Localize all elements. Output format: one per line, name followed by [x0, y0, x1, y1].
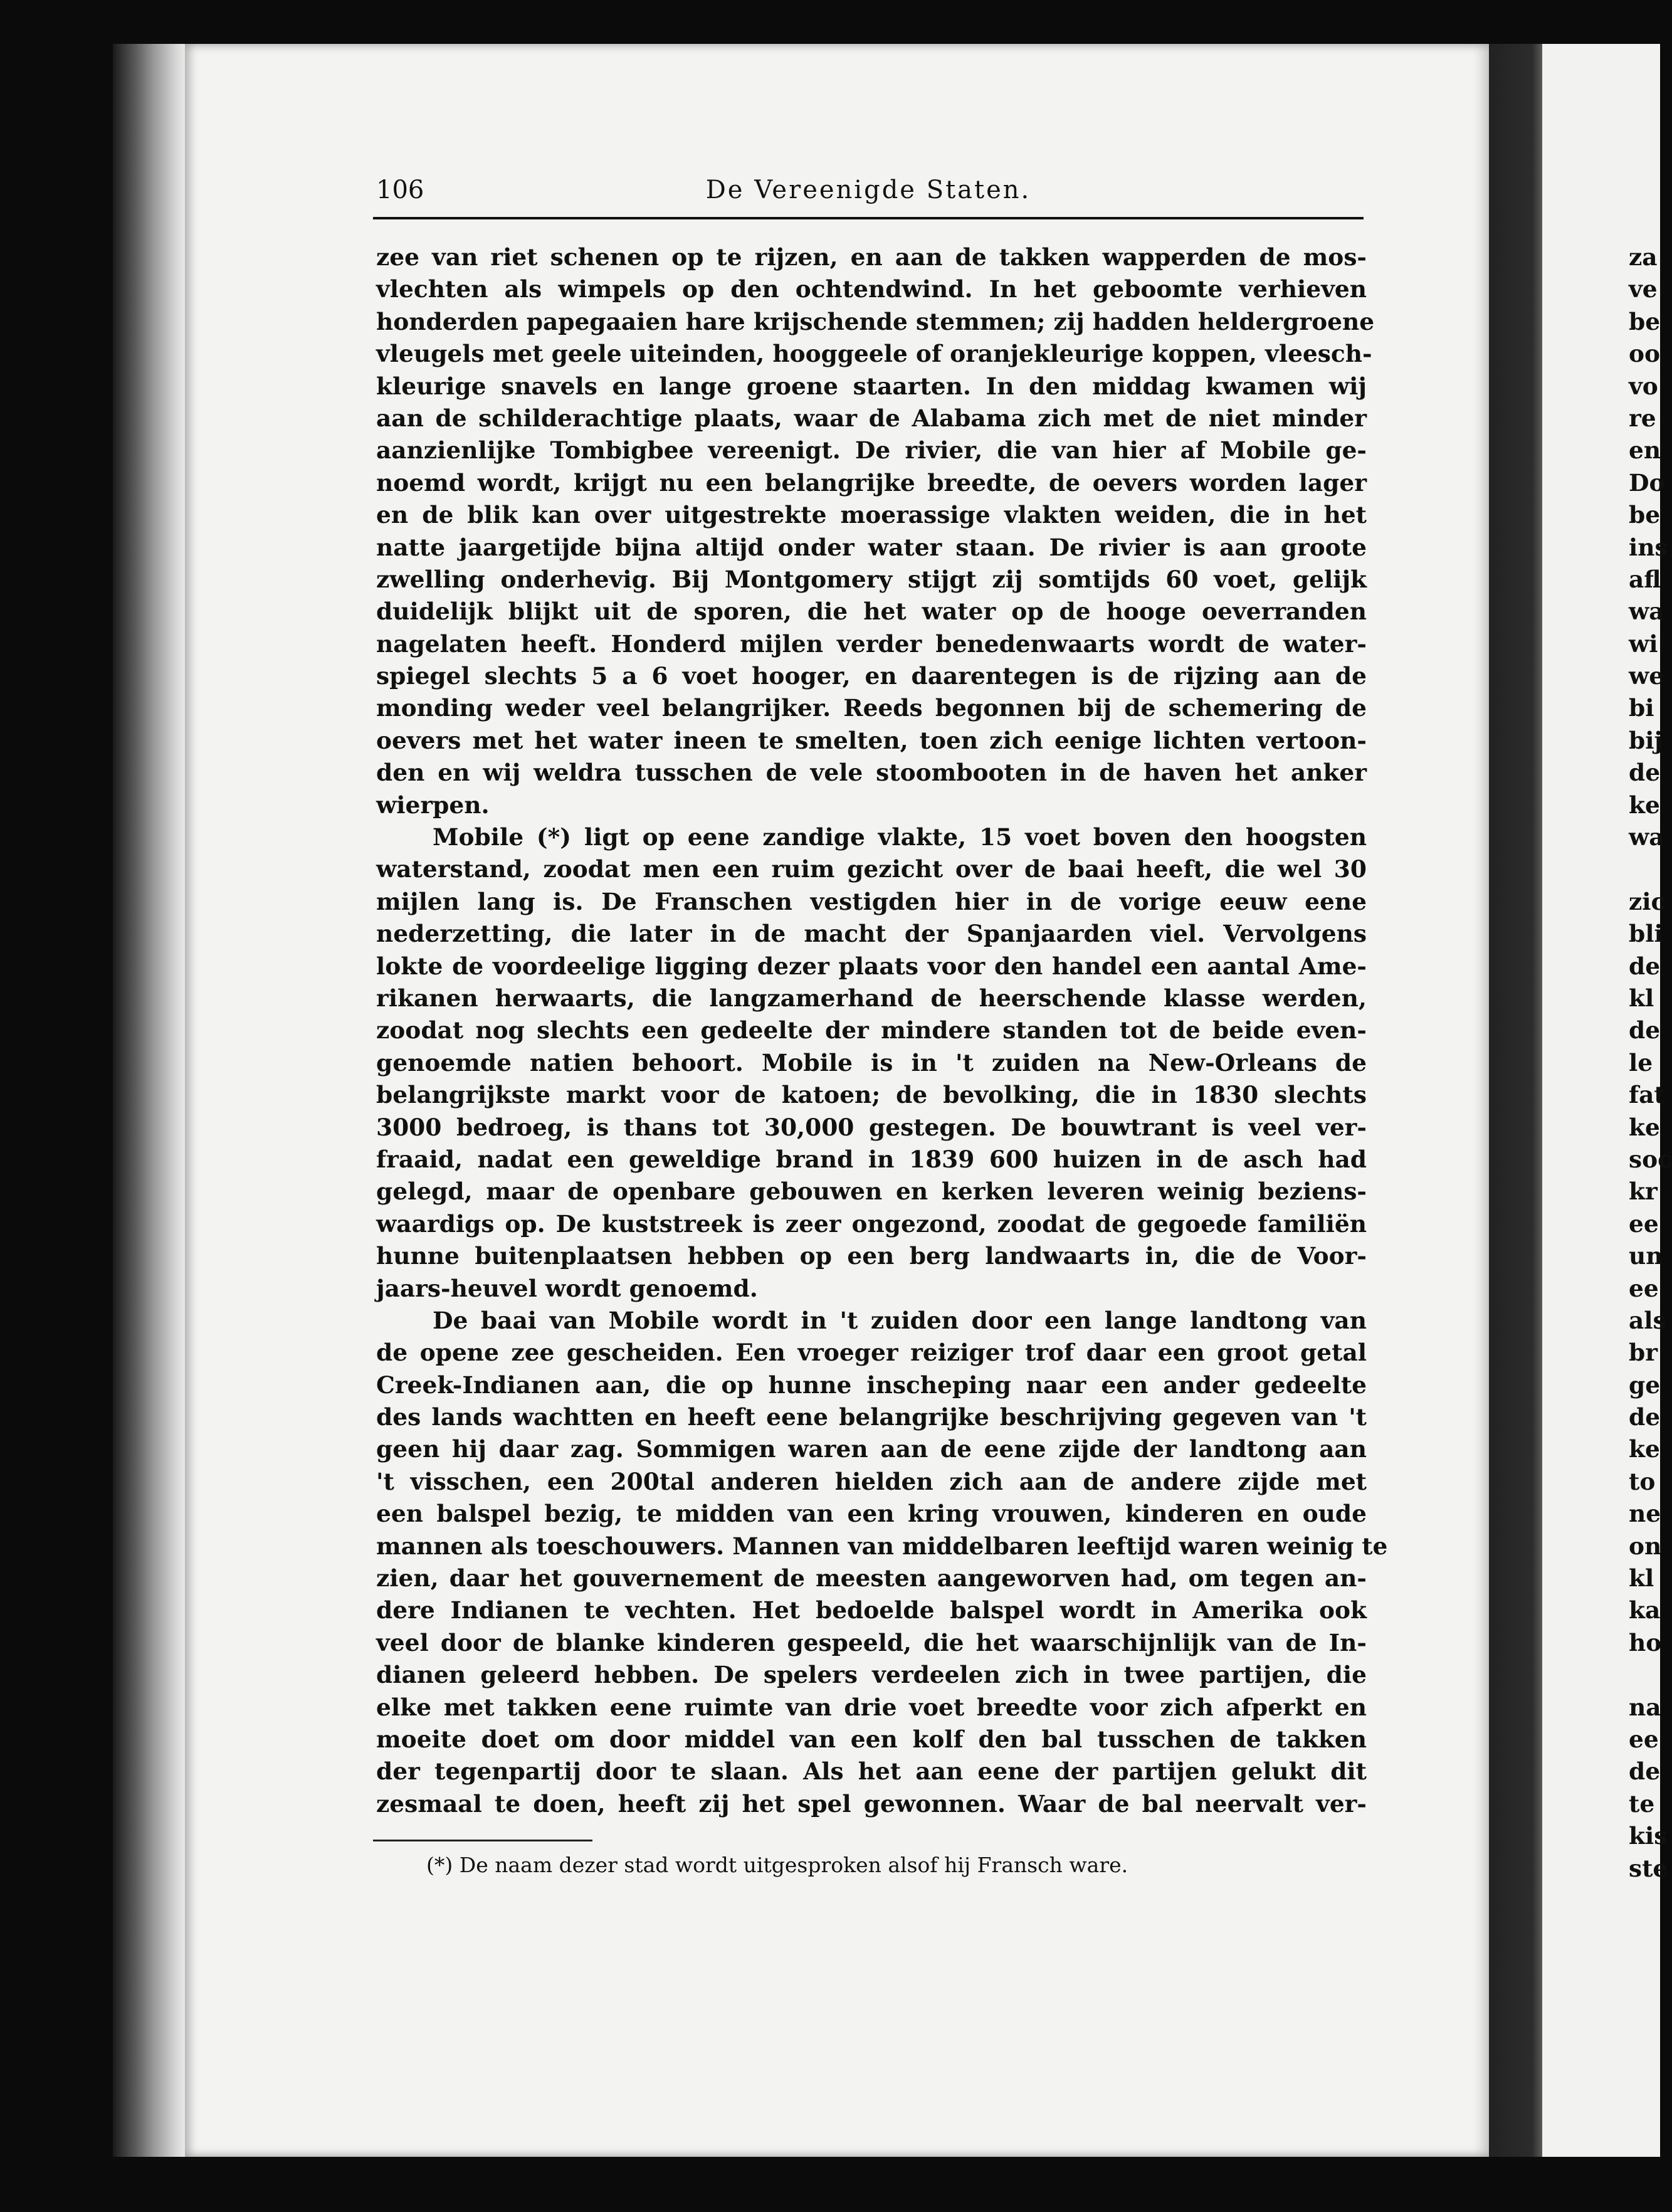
text-line: geen hij daar zag. Sommigen waren aan de eene zijde der landtong aan	[376, 1435, 1367, 1463]
text-line: spiegel slechts 5 a 6 voet hooger, en daarentegen is de rijzing aan de	[376, 662, 1367, 690]
text-line: nagelaten heeft. Honderd mijlen verder benedenwaarts wordt de water-	[376, 629, 1367, 658]
facing-page-text-fragments	[1629, 241, 1672, 1885]
header-rule	[373, 217, 1364, 219]
text-line: aanzienlijke Tombigbee vereenigt. De rivier, die van hier af Mobile ge-	[376, 436, 1367, 465]
text-line: zesmaal te doen, heeft zij het spel gewonnen. Waar de bal neervalt ver-	[376, 1789, 1367, 1818]
text-line: lokte de voordeelige ligging dezer plaats voor den handel een aantal Ame-	[376, 952, 1367, 980]
book-page-edge	[113, 44, 188, 2157]
text-line: zwelling onderhevig. Bij Montgomery stijgt zij somtijds 60 voet, gelijk	[376, 565, 1367, 593]
facing-page-fragment: ke	[1629, 1435, 1660, 1463]
facing-page-fragment: fat	[1629, 1081, 1665, 1109]
facing-page-fragment	[1629, 853, 1660, 885]
text-line: moeite doet om door middel van een kolf den bal tusschen de takken	[376, 1725, 1367, 1753]
facing-page-fragment: ee	[1629, 1725, 1659, 1753]
text-line: de opene zee gescheiden. Een vroeger reiziger trof daar een groot getal	[376, 1339, 1367, 1367]
facing-page-fragment: ee	[1629, 1209, 1659, 1238]
running-title: De Vereenigde Staten.	[705, 176, 1031, 204]
text-line: gelegd, maar de openbare gebouwen en kerken leveren weinig beziens-	[376, 1177, 1367, 1206]
text-line: 't visschen, een 200tal anderen hielden zich aan de andere zijde met	[376, 1467, 1367, 1495]
text-line: der tegenpartij door te slaan. Als het aan eene der partijen gelukt dit	[376, 1757, 1367, 1786]
facing-page-fragment: als	[1629, 1306, 1666, 1334]
text-line: belangrijkste markt voor de katoen; de bevolking, die in 1830 slechts	[376, 1081, 1367, 1109]
text-line: natte jaargetijde bijna altijd onder water staan. De rivier is aan groote	[376, 533, 1367, 561]
facing-page-fragment: ho	[1629, 1628, 1662, 1656]
text-line: mannen als toeschouwers. Mannen van middelbaren leeftijd waren weinig te	[376, 1532, 1388, 1560]
text-line: vleugels met geele uiteinden, hooggeele of oranjekleurige koppen, vleesch-	[376, 340, 1372, 368]
text-line: veel door de blanke kinderen gespeeld, die het waarschijnlijk van de In-	[376, 1628, 1367, 1656]
facing-page-fragment: kis	[1629, 1822, 1668, 1850]
facing-page-fragment: be	[1629, 501, 1661, 529]
facing-page-fragment: ge	[1629, 1371, 1661, 1399]
text-line: dere Indianen te vechten. Het bedoelde balspel wordt in Amerika ook	[376, 1596, 1367, 1625]
facing-page-fragment: ke	[1629, 791, 1660, 819]
facing-page-fragment: ve	[1629, 275, 1658, 303]
facing-page-fragment: we	[1629, 662, 1664, 690]
facing-page-fragment: wi	[1629, 629, 1658, 658]
facing-page-fragment: ee	[1629, 1274, 1659, 1302]
text-line: Creek-Indianen aan, die op hunne inscheping naar een ander gedeelte	[376, 1371, 1367, 1399]
facing-page-fragment: un	[1629, 1242, 1663, 1270]
text-line: duidelijk blijkt uit de sporen, die het water op de hooge oeverranden	[376, 598, 1367, 626]
facing-page-fragment: za	[1629, 243, 1658, 271]
text-line: De baai van Mobile wordt in 't zuiden door een lange landtong van	[433, 1306, 1367, 1334]
facing-page-fragment: ne	[1629, 1500, 1661, 1528]
facing-page-fragment: oo	[1629, 340, 1661, 368]
facing-page-fragment: br	[1629, 1339, 1658, 1367]
text-line: dianen geleerd hebben. De spelers verdeelen zich in twee partijen, die	[376, 1661, 1367, 1689]
facing-page-fragment: afl	[1629, 565, 1661, 593]
text-line: jaars-heuvel wordt genoemd.	[376, 1274, 758, 1302]
facing-page-fragment: en	[1629, 436, 1661, 465]
text-line: aan de schilderachtige plaats, waar de Alabama zich met de niet minder	[376, 404, 1367, 432]
facing-page-fragment: de	[1629, 952, 1661, 980]
facing-page-fragment: de	[1629, 1403, 1661, 1431]
text-line: zoodat nog slechts een gedeelte der mindere standen tot de beide even-	[376, 1016, 1367, 1045]
text-line: elke met takken eene ruimte van drie voet breedte voor zich afperkt en	[376, 1693, 1367, 1721]
facing-page-fragment: le	[1629, 1048, 1653, 1077]
text-line: honderden papegaaien hare krijschende stemmen; zij hadden heldergroene	[376, 307, 1375, 335]
page-header	[376, 176, 1360, 213]
text-line: vlechten als wimpels op den ochtendwind. In het geboomte verhieven	[376, 275, 1367, 303]
facing-page-fragment: na	[1629, 1693, 1661, 1721]
text-line: waterstand, zoodat men een ruim gezicht over de baai heeft, die wel 30	[376, 855, 1367, 883]
text-line: rikanen herwaarts, die langzamerhand de heerschende klasse werden,	[376, 984, 1367, 1012]
facing-page-fragment: de	[1629, 1016, 1661, 1045]
facing-page-fragment: wa	[1629, 598, 1664, 626]
text-line: zien, daar het gouvernement de meesten aangeworven had, om tegen an-	[376, 1564, 1367, 1593]
text-line: kleurige snavels en lange groene staarten. In den middag kwamen wij	[376, 372, 1367, 400]
facing-page-fragment: be	[1629, 307, 1661, 335]
facing-page-fragment: kl	[1629, 1564, 1654, 1593]
facing-page-fragment: soc	[1629, 1145, 1672, 1173]
text-line: monding weder veel belangrijker. Reeds begonnen bij de schemering de	[376, 694, 1367, 722]
text-line: oevers met het water ineen te smelten, toen zich eenige lichten vertoon-	[376, 726, 1367, 754]
text-line: een balspel bezig, te midden van een kring vrouwen, kinderen en oude	[376, 1500, 1367, 1528]
facing-page-fragment: zic	[1629, 887, 1666, 915]
facing-page-fragment: ke	[1629, 1113, 1660, 1141]
facing-page-fragment: Do	[1629, 468, 1665, 497]
facing-page-fragment: on	[1629, 1532, 1662, 1560]
facing-page-fragment	[1629, 1659, 1660, 1691]
text-line: en de blik kan over uitgestrekte moerassige vlakten weiden, die in het	[376, 501, 1367, 529]
facing-page-fragment: kl	[1629, 984, 1654, 1012]
text-line: des lands wachtten en heeft eene belangrijke beschrijving gegeven van 't	[376, 1403, 1367, 1431]
text-line: wierpen.	[376, 791, 490, 819]
facing-page-fragment: kr	[1629, 1177, 1658, 1206]
facing-page-fragment: de	[1629, 1757, 1661, 1786]
facing-page-fragment: wa	[1629, 823, 1664, 851]
text-line: noemd wordt, krijgt nu een belangrijke breedte, de oevers worden lager	[376, 468, 1367, 497]
facing-page-fragment: de	[1629, 759, 1661, 787]
facing-page-fragment: re	[1629, 404, 1656, 432]
text-line: Mobile (*) ligt op eene zandige vlakte, 15 voet boven den hoogsten	[433, 823, 1367, 851]
facing-page-fragment: ins	[1629, 533, 1668, 561]
facing-page-fragment: te	[1629, 1789, 1655, 1818]
facing-page-fragment: vo	[1629, 372, 1658, 400]
footnote: (*) De naam dezer stad wordt uitgesproken alsof hij Fransch ware.	[426, 1853, 1128, 1877]
text-line: waardigs op. De kuststreek is zeer ongezond, zoodat de gegoede familiën	[376, 1209, 1367, 1238]
facing-page-fragment: to	[1629, 1467, 1656, 1495]
facing-page-fragment: bli	[1629, 920, 1663, 948]
text-line: nederzetting, die later in de macht der Spanjaarden viel. Vervolgens	[376, 920, 1367, 948]
footnote-rule	[373, 1840, 592, 1841]
text-line: 3000 bedroeg, is thans tot 30,000 gestegen. De bouwtrant is veel ver-	[376, 1113, 1367, 1141]
facing-page-fragment: bi	[1629, 694, 1654, 722]
text-line: mijlen lang is. De Franschen vestigden hier in de vorige eeuw eene	[376, 887, 1367, 915]
text-line: hunne buitenplaatsen hebben op een berg landwaarts in, die de Voor-	[376, 1242, 1367, 1270]
text-line: zee van riet schenen op te rijzen, en aan de takken wapperden de mos-	[376, 243, 1367, 271]
facing-page-fragment: ka	[1629, 1596, 1661, 1625]
text-line: den en wij weldra tusschen de vele stoombooten in de haven het anker	[376, 759, 1367, 787]
text-line: fraaid, nadat een geweldige brand in 1839 600 huizen in de asch had	[376, 1145, 1367, 1173]
body-text	[376, 241, 1388, 1820]
page-number: 106	[376, 176, 424, 204]
text-line: genoemde natien behoort. Mobile is in 't zuiden na New-Orleans de	[376, 1048, 1367, 1077]
facing-page-fragment: ste	[1629, 1854, 1668, 1882]
facing-page-fragment: bij	[1629, 726, 1663, 754]
